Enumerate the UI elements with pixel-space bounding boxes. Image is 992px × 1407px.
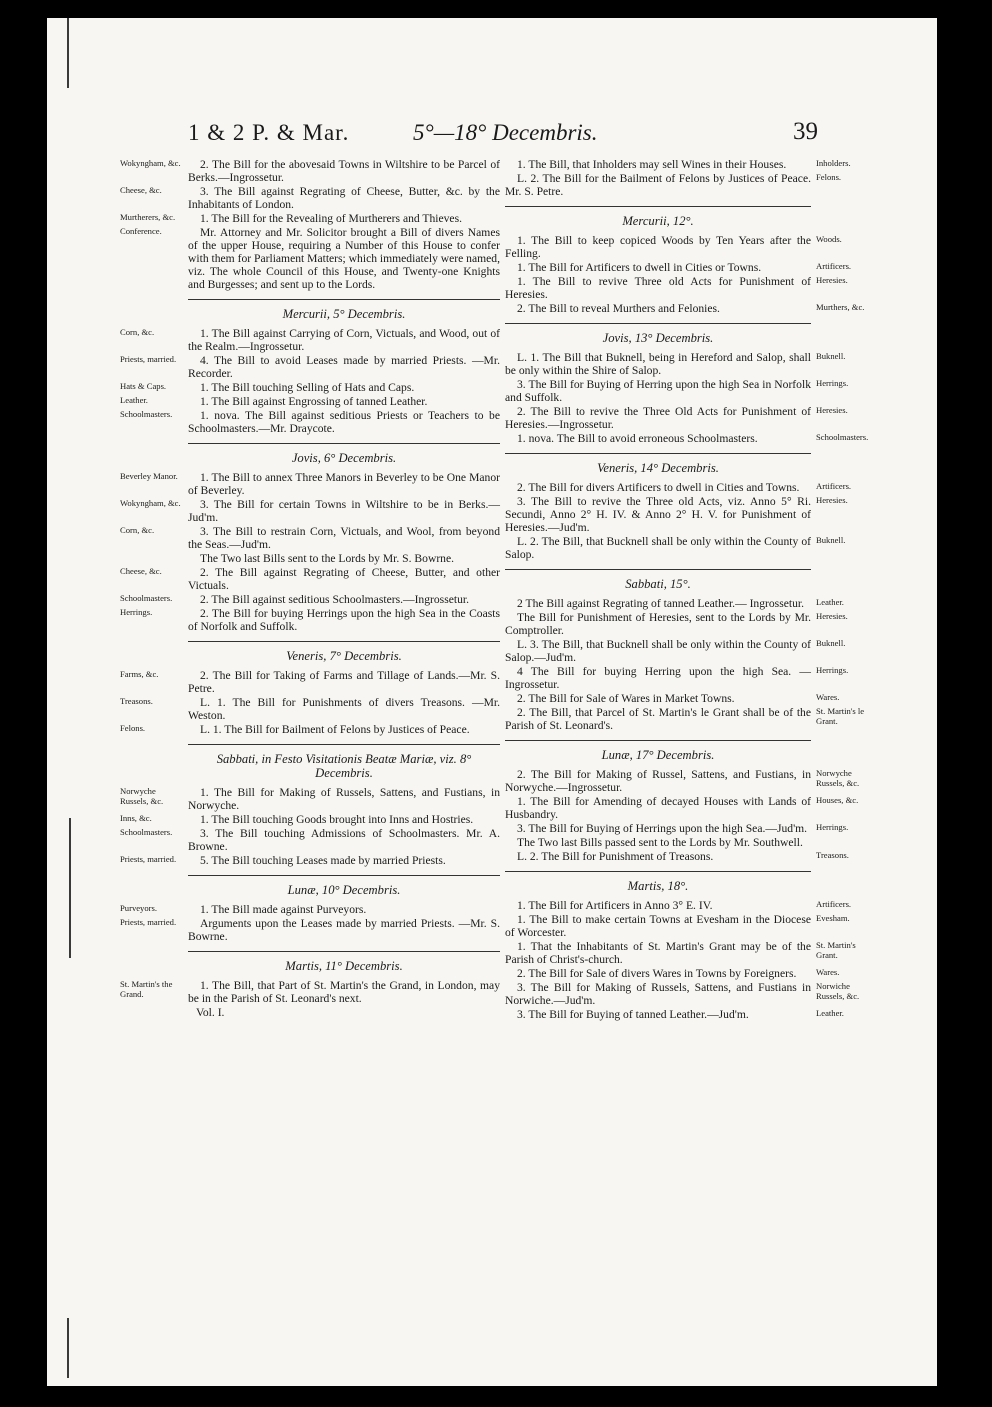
entry-text: 1. The Bill against Engrossing of tanned Leather. xyxy=(200,395,428,408)
bill-entry xyxy=(500,967,874,980)
marginal-note: Murtherers, &c. xyxy=(120,212,176,222)
bill-entry xyxy=(118,498,500,524)
bill-entry xyxy=(118,813,500,826)
entry-text: The Two last Bills sent to the Lords by Mr. S. Bowrne. xyxy=(200,552,455,565)
bill-entry xyxy=(500,378,874,404)
bill-entry xyxy=(500,822,874,835)
bill-entry xyxy=(118,827,500,853)
bill-entry xyxy=(118,979,500,1005)
bill-entry xyxy=(118,226,500,291)
entry-text: 3. The Bill to revive the Three old Acts, viz. Anno 5° Ri. Secundi, Anno 2° H. IV. & Anno 2° H. V. for Punishment of Heresies.—Jud'm. xyxy=(505,495,811,534)
page-number: 39 xyxy=(793,118,818,145)
bill-entry xyxy=(118,903,500,916)
bill-entry xyxy=(118,723,500,736)
entry-text: 3. The Bill for certain Towns in Wiltshire to be in Berks.—Jud'm. xyxy=(188,498,500,524)
bill-entry xyxy=(500,302,874,315)
marginal-note: Felons. xyxy=(120,723,146,733)
entry-text: 3. The Bill for Buying of Herrings upon the high Sea.—Jud'm. xyxy=(517,822,808,835)
marginal-note: Murthers, &c. xyxy=(816,302,865,312)
marginal-note: Inns, &c. xyxy=(120,813,152,823)
date-heading: Lunæ, 10° Decembris. xyxy=(188,875,500,897)
marginal-note: Leather. xyxy=(816,597,844,607)
marginal-note: Wares. xyxy=(816,692,840,702)
marginal-note: Wokyngham, &c. xyxy=(120,498,181,508)
entry-text: 5. The Bill touching Leases made by married Priests. xyxy=(200,854,446,867)
marginal-note: Treasons. xyxy=(816,850,849,860)
volume-signature: Vol. I. xyxy=(196,1006,225,1019)
marginal-note: St. Martin's Grant. xyxy=(816,940,856,960)
marginal-note: Herrings. xyxy=(120,607,153,617)
bill-entry xyxy=(500,158,874,171)
marginal-note: Artificers. xyxy=(816,899,852,909)
entry-text: 1. The Bill, that Part of St. Martin's the Grand, in London, may be in the Parish of St. Leonard's next. xyxy=(188,979,500,1005)
marginal-note: Woods. xyxy=(816,234,842,244)
entry-text: 1. The Bill to keep copiced Woods by Ten Years after the Felling. xyxy=(505,234,811,260)
entry-text: 1. The Bill to make certain Towns at Evesham in the Diocese of Worcester. xyxy=(505,913,811,939)
bill-entry xyxy=(500,706,874,732)
entry-text: L. 2. The Bill for Punishment of Treasons. xyxy=(517,850,714,863)
marginal-note: Inholders. xyxy=(816,158,851,168)
entry-text: 2. The Bill for Taking of Farms and Tillage of Lands.—Mr. S. Petre. xyxy=(188,669,500,695)
header-dates: 5°—18° Decembris. xyxy=(413,120,598,145)
entry-text: 2. The Bill for Sale of Wares in Market Towns. xyxy=(517,692,735,705)
marginal-note: St. Martin's the Grand. xyxy=(120,979,173,999)
entry-text: 3. The Bill to restrain Corn, Victuals, and Wool, from beyond the Seas.—Jud'm. xyxy=(188,525,500,551)
marginal-note: Priests, married. xyxy=(120,917,177,927)
entry-text: 1. The Bill for Artificers in Anno 3° E. IV. xyxy=(517,899,713,912)
left-margin-line xyxy=(69,818,71,958)
marginal-note: Leather. xyxy=(816,1008,844,1018)
marginal-note: Conference. xyxy=(120,226,162,236)
marginal-note: Heresies. xyxy=(816,611,848,621)
date-heading: Sabbati, 15°. xyxy=(505,569,811,591)
marginal-note: Corn, &c. xyxy=(120,525,155,535)
entry-text: 3. The Bill for Buying of Herring upon the high Sea in Norfolk and Suffolk. xyxy=(505,378,811,404)
marginal-note: Corn, &c. xyxy=(120,327,155,337)
entry-text: 3. The Bill for Buying of tanned Leather.—Jud'm. xyxy=(517,1008,749,1021)
entry-text: 1. The Bill touching Goods brought into Inns and Hostries. xyxy=(200,813,474,826)
entry-text: L. 2. The Bill for the Bailment of Felons by Justices of Peace. Mr. S. Petre. xyxy=(505,172,811,198)
entry-text: 1. The Bill made against Purveyors. xyxy=(200,903,367,916)
entry-text: 2. The Bill for Making of Russel, Sattens, and Fustians, in Norwyche.—Ingrossetur. xyxy=(505,768,811,794)
bill-entry xyxy=(118,185,500,211)
bill-entry xyxy=(118,212,500,225)
entry-text: 1. That the Inhabitants of St. Martin's Grant may be of the Parish of Christ's-church. xyxy=(505,940,811,966)
entry-text: 2. The Bill for Sale of divers Wares in Towns by Foreigners. xyxy=(517,967,797,980)
bill-entry xyxy=(118,917,500,943)
bill-entry xyxy=(500,940,874,966)
date-heading: Mercurii, 12°. xyxy=(505,206,811,228)
bill-entry xyxy=(500,913,874,939)
date-heading: Jovis, 13° Decembris. xyxy=(505,323,811,345)
bill-entry xyxy=(500,899,874,912)
date-heading: Mercurii, 5° Decembris. xyxy=(188,299,500,321)
marginal-note: Schoolmasters. xyxy=(120,593,173,603)
bill-entry xyxy=(118,525,500,551)
entry-text: 2. The Bill to revive the Three Old Acts for Punishment of Heresies.—Ingrossetur. xyxy=(505,405,811,431)
entry-text: The Two last Bills passed sent to the Lords by Mr. Southwell. xyxy=(517,836,803,849)
bill-entry xyxy=(118,854,500,867)
bill-entry xyxy=(118,409,500,435)
marginal-note: Heresies. xyxy=(816,495,848,505)
date-heading: Sabbati, in Festo Visitationis Beatæ Mariæ, viz. 8° Decembris. xyxy=(188,744,500,780)
bill-entry xyxy=(500,234,874,260)
bill-entry xyxy=(118,696,500,722)
bill-entry xyxy=(500,850,874,863)
marginal-note: Priests, married. xyxy=(120,854,177,864)
reign-title: 1 & 2 P. & Mar. xyxy=(188,120,350,145)
entry-text: Arguments upon the Leases made by married Priests. —Mr. S. Bowrne. xyxy=(188,917,500,943)
entry-text: 1. The Bill for Amending of decayed Houses with Lands of Husbandry. xyxy=(505,795,811,821)
marginal-note: Priests, married. xyxy=(120,354,177,364)
marginal-note: Buknell. xyxy=(816,351,846,361)
left-column xyxy=(118,158,500,1019)
bill-entry xyxy=(118,327,500,353)
running-header xyxy=(188,120,818,154)
bill-entry xyxy=(500,692,874,705)
entry-text: 4. The Bill to avoid Leases made by married Priests. —Mr. Recorder. xyxy=(188,354,500,380)
bill-entry xyxy=(118,607,500,633)
bill-entry xyxy=(500,611,874,637)
date-heading: Veneris, 7° Decembris. xyxy=(188,641,500,663)
marginal-note: Heresies. xyxy=(816,275,848,285)
marginal-note: Herrings. xyxy=(816,665,849,675)
bill-entry xyxy=(500,638,874,664)
marginal-note: St. Martin's le Grant. xyxy=(816,706,865,726)
bill-entry xyxy=(118,566,500,592)
entry-text: 2. The Bill for divers Artificers to dwell in Cities and Towns. xyxy=(517,481,800,494)
marginal-note: Schoolmasters. xyxy=(816,432,869,442)
bill-entry xyxy=(500,172,874,198)
entry-text: L. 2. The Bill, that Bucknell shall be only within the County of Salop. xyxy=(505,535,811,561)
entry-text: L. 1. The Bill that Buknell, being in Hereford and Salop, shall be only within the Shire of Salop. xyxy=(505,351,811,377)
entry-text: 1. The Bill against Carrying of Corn, Victuals, and Wood, out of the Realm.—Ingrossetur. xyxy=(188,327,500,353)
entry-text: L. 1. The Bill for Bailment of Felons by Justices of Peace. xyxy=(200,723,470,736)
marginal-note: Wares. xyxy=(816,967,840,977)
marginal-note: Buknell. xyxy=(816,638,846,648)
entry-text: 1. The Bill, that Inholders may sell Wines in their Houses. xyxy=(517,158,787,171)
bill-entry xyxy=(500,836,874,849)
marginal-note: Buknell. xyxy=(816,535,846,545)
bill-entry xyxy=(500,597,874,610)
bill-entry xyxy=(118,593,500,606)
entry-text: 2. The Bill for the abovesaid Towns in Wiltshire to be Parcel of Berks.—Ingrossetur. xyxy=(188,158,500,184)
date-heading: Martis, 18°. xyxy=(505,871,811,893)
entry-text: L. 1. The Bill for Punishments of divers Treasons. —Mr. Weston. xyxy=(188,696,500,722)
bill-entry xyxy=(118,395,500,408)
bill-entry xyxy=(500,351,874,377)
bill-entry xyxy=(500,665,874,691)
entry-text: 1. The Bill for the Revealing of Murtherers and Thieves. xyxy=(200,212,462,225)
bill-entry xyxy=(500,1008,874,1021)
marginal-note: Evesham. xyxy=(816,913,850,923)
left-edge-line xyxy=(67,18,69,88)
entry-text: 1. nova. The Bill against seditious Priests or Teachers to be Schoolmasters.—Mr. Draycote. xyxy=(188,409,500,435)
entry-text: Mr. Attorney and Mr. Solicitor brought a Bill of divers Names of the upper House, requiring a Number of this House to confer with them for Parliament Matters; which immediately were named, viz. The whole Council of this House, and Twenty-one Knights and Burgesses; and sent up to the Lords. xyxy=(188,226,500,291)
entry-text: 3. The Bill touching Admissions of Schoolmasters. Mr. A. Browne. xyxy=(188,827,500,853)
bill-entry xyxy=(118,158,500,184)
marginal-note: Schoolmasters. xyxy=(120,409,173,419)
entry-text: 1. The Bill to annex Three Manors in Beverley to be One Manor of Beverley. xyxy=(188,471,500,497)
marginal-note: Beverley Manor. xyxy=(120,471,178,481)
bill-entry xyxy=(500,981,874,1007)
marginal-note: Herrings. xyxy=(816,378,849,388)
entry-text: L. 3. The Bill, that Bucknell shall be only within the County of Salop.—Jud'm. xyxy=(505,638,811,664)
entry-text: 1. nova. The Bill to avoid erroneous Schoolmasters. xyxy=(517,432,758,445)
bill-entry xyxy=(118,354,500,380)
bill-entry xyxy=(500,768,874,794)
bill-entry xyxy=(118,786,500,812)
entry-text: 2. The Bill, that Parcel of St. Martin's le Grant shall be of the Parish of St. Leonard's. xyxy=(505,706,811,732)
entry-text: 1. The Bill for Making of Russels, Sattens, and Fustians, in Norwyche. xyxy=(188,786,500,812)
marginal-note: Schoolmasters. xyxy=(120,827,173,837)
bill-entry xyxy=(500,261,874,274)
marginal-note: Norwyche Russels, &c. xyxy=(816,768,860,788)
entry-text: The Bill for Punishment of Heresies, sent to the Lords by Mr. Comptroller. xyxy=(505,611,811,637)
date-heading: Jovis, 6° Decembris. xyxy=(188,443,500,465)
entry-text: 1. The Bill for Artificers to dwell in Cities or Towns. xyxy=(517,261,762,274)
bill-entry xyxy=(500,481,874,494)
bill-entry xyxy=(500,795,874,821)
marginal-note: Norwyche Russels, &c. xyxy=(120,786,164,806)
bill-entry xyxy=(118,669,500,695)
marginal-note: Artificers. xyxy=(816,261,852,271)
date-heading: Veneris, 14° Decembris. xyxy=(505,453,811,475)
entry-text: 1. The Bill touching Selling of Hats and Caps. xyxy=(200,381,415,394)
bill-entry xyxy=(118,471,500,497)
entry-text: 2. The Bill to reveal Murthers and Felonies. xyxy=(517,302,720,315)
marginal-note: Purveyors. xyxy=(120,903,157,913)
date-heading: Lunæ, 17° Decembris. xyxy=(505,740,811,762)
bill-entry xyxy=(500,495,874,534)
entry-text: 2. The Bill against Regrating of Cheese, Butter, and other Victuals. xyxy=(188,566,500,592)
bill-entry xyxy=(118,552,500,565)
marginal-note: Norwiche Russels, &c. xyxy=(816,981,860,1001)
bill-entry xyxy=(500,432,874,445)
bill-entry xyxy=(500,275,874,301)
left-bottom-line xyxy=(67,1318,69,1378)
bill-entry xyxy=(118,381,500,394)
marginal-note: Heresies. xyxy=(816,405,848,415)
date-heading: Martis, 11° Decembris. xyxy=(188,951,500,973)
marginal-note: Farms, &c. xyxy=(120,669,159,679)
marginal-note: Artificers. xyxy=(816,481,852,491)
bill-entry xyxy=(500,535,874,561)
entry-text: 3. The Bill for Making of Russels, Sattens, and Fustians in Norwiche.—Jud'm. xyxy=(505,981,811,1007)
marginal-note: Felons. xyxy=(816,172,842,182)
marginal-note: Hats & Caps. xyxy=(120,381,167,391)
marginal-note: Herrings. xyxy=(816,822,849,832)
entry-text: 2. The Bill against seditious Schoolmasters.—Ingrossetur. xyxy=(200,593,469,606)
right-column xyxy=(500,158,874,1022)
marginal-note: Wokyngham, &c. xyxy=(120,158,181,168)
marginal-note: Treasons. xyxy=(120,696,153,706)
entry-text: 3. The Bill against Regrating of Cheese, Butter, &c. by the Inhabitants of London. xyxy=(188,185,500,211)
marginal-note: Cheese, &c. xyxy=(120,185,162,195)
marginal-note: Leather. xyxy=(120,395,148,405)
bill-entry xyxy=(500,405,874,431)
entry-text: 4 The Bill for buying Herring upon the high Sea. —Ingrossetur. xyxy=(505,665,811,691)
marginal-note: Cheese, &c. xyxy=(120,566,162,576)
entry-text: 2 The Bill against Regrating of tanned Leather.— Ingrossetur. xyxy=(517,597,804,610)
entry-text: 2. The Bill for buying Herrings upon the high Sea in the Coasts of Norfolk and Suffolk. xyxy=(188,607,500,633)
marginal-note: Houses, &c. xyxy=(816,795,859,805)
entry-text: 1. The Bill to revive Three old Acts for Punishment of Heresies. xyxy=(505,275,811,301)
